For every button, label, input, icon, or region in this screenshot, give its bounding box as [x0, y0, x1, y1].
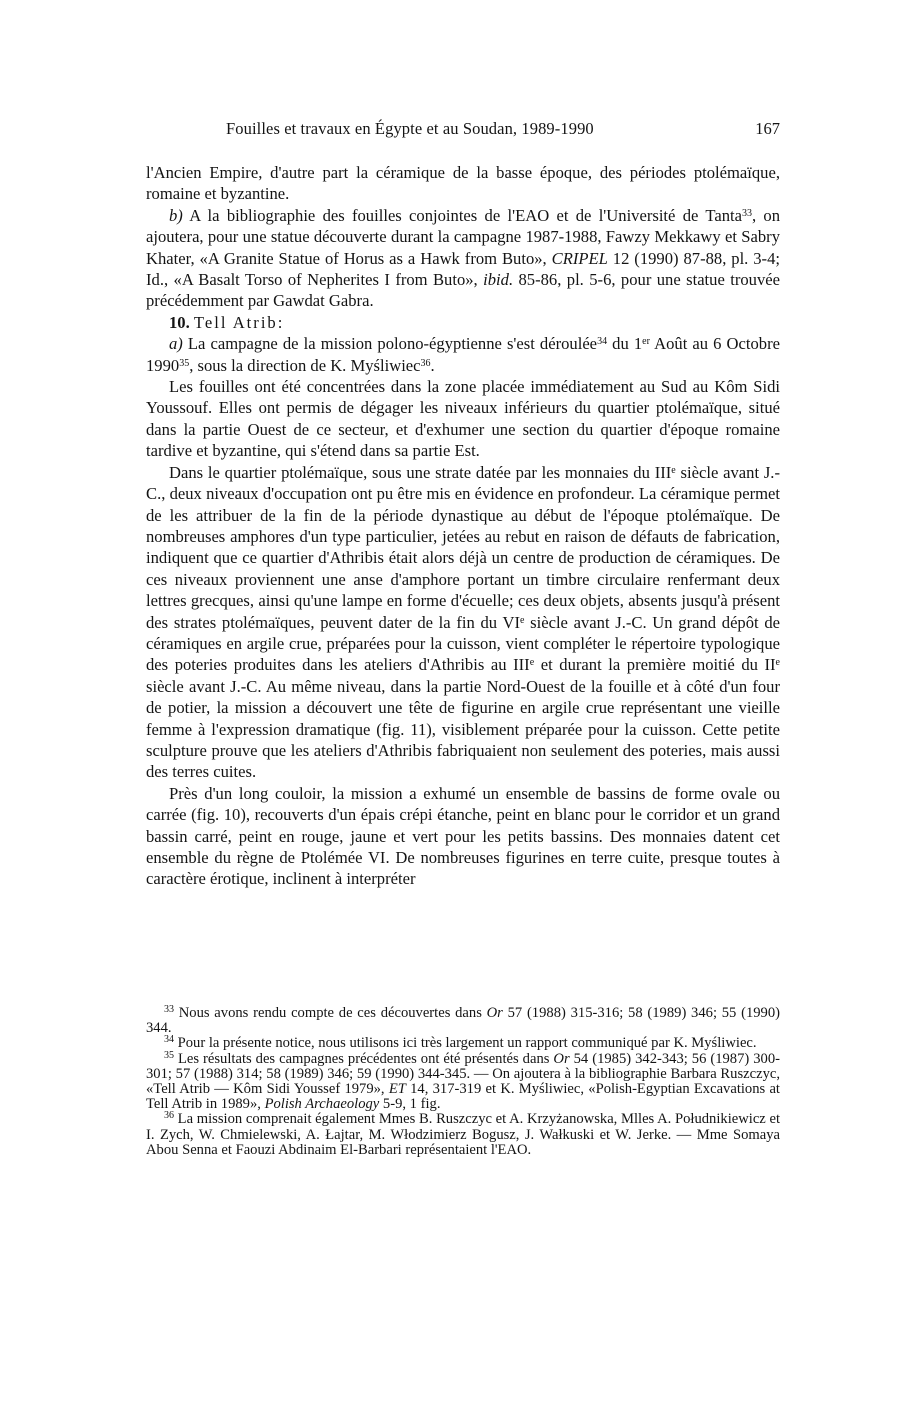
paragraph-a-campaign: a) La campagne de la mission polono-égyptienne s'est déroulée$^{34}$ du 1er Août au 6 Octobre 1990$^{35}$, sous la direction de K. Myśliwiec$^{36}$.: [146, 334, 780, 375]
item-label: b): [169, 205, 183, 225]
paragraph-b-bibliography: b) A la bibliographie des fouilles conjointes de l'EAO et de l'Université de Tanta$^{33}$, on ajoutera, pour une statue découverte durant la campagne 1987-1988, Fawzy Mekkawy et Sabry Khater, «A Granite Statue of Horus as a Hawk from Buto», CRIPEL 12 (1990) 87-88, pl. 3-4; Id., «A Basalt Torso of Nepherites I from Buto», ibid. 85-86, pl. 5-6, pour une statue trouvée précédemment par Gawdat Gabra.: [146, 205, 781, 311]
footnote-33: $^{33}$ Nous avons rendu compte de ces découvertes dans Or 57 (1988) 315-316; 58 (1989) 346; 55 (1990) 344.: [146, 1004, 780, 1037]
main-text: [146, 162, 780, 890]
section-number: 10.: [169, 312, 190, 332]
running-header: [146, 119, 780, 141]
running-title: Fouilles et travaux en Égypte et au Soudan, 1989-1990: [226, 119, 594, 138]
item-label: a): [169, 334, 183, 354]
footnote-ref: 34: [597, 336, 608, 348]
page-number: 167: [755, 119, 780, 138]
paragraph-ptolemaic-quarter: Dans le quartier ptolémaïque, sous une strate datée par les monnaies du IIIe siècle avant J.-C., deux niveaux d'occupation ont pu être mis en évidence en profondeur. La céramique permet de les attribuer de la fin de la période dynastique au début de l'époque ptolémaïque. De nombreuses amphores d'un type particulier, jetées au rebut en raison de défauts de fabrication, indiquent que ce quartier d'Athribis était alors déjà un centre de production de céramiques. De ces niveaux proviennent une anse d'amphore portant un timbre circulaire renfermant deux lettres grecques, ainsi qu'une lampe en forme d'écuelle; ces deux objets, absents jusqu'à présent des strates ptolémaïques, peuvent dater de la fin du VIe siècle avant J.-C. Un grand dépôt de céramiques en argile crue, préparées pour la cuisson, vient compléter le répertoire typologique des poteries produites dans les ateliers d'Athribis au IIIe et durant la première moitié du IIe siècle avant J.-C. Au même niveau, dans la partie Nord-Ouest de la fouille et à côté d'un four de potier, la mission a découvert une tête de figurine en argile crue représentant une vieille femme à l'expression dramatique (fig. 11), visiblement préparée pour la cuisson. Cette petite sculpture prouve que les ateliers d'Athribis fabriquaient non seulement des poteries, mais aussi des terres cuites.: [146, 462, 780, 782]
paragraph-excavation-zones: Les fouilles ont été concentrées dans la zone placée immédiatement au Sud au Kôm Sidi Youssouf. Elles ont permis de dégager les niveaux inférieurs du quartier ptolémaïque, situé dans la partie Ouest de ce secteur, et d'exhumer une section du quartier d'époque romaine tardive et byzantine, qui s'étend dans sa partie Est.: [146, 377, 780, 461]
paragraph-continuation: l'Ancien Empire, d'autre part la céramique de la basse époque, des périodes ptolémaïque, romaine et byzantine.: [146, 163, 780, 204]
section-title: Tell Atrib:: [193, 312, 285, 332]
footnote-35: $^{35}$ Les résultats des campagnes précédentes ont été présentés dans Or 54 (1985) 342-343; 56 (1987) 300-301; 57 (1988) 314; 58 (1989) 346; 59 (1990) 344-345. — On ajoutera à la bibliographie Barbara Ruszczyc, «Tell Atrib — Kôm Sidi Youssef 1979», ET 14, 317-319 et K. Myśliwiec, «Polish-Egyptian Excavations at Tell Atrib in 1989», Polish Archaeology 5-9, 1 fig.: [146, 1049, 780, 1113]
footnote-ref: 35: [179, 357, 190, 369]
footnote-ref: 33: [741, 207, 752, 219]
footnote-ref: 36: [420, 357, 431, 369]
footnote-number: 36: [164, 1110, 174, 1122]
footnotes: [146, 1006, 780, 1158]
footnote-34: $^{34}$ Pour la présente notice, nous utilisons ici très largement un rapport communiqué par K. Myśliwiec.: [164, 1034, 757, 1052]
paragraph-basins: Près d'un long couloir, la mission a exhumé un ensemble de bassins de forme ovale ou carrée (fig. 10), recouverts d'un épais crépi étanche, peint en blanc pour le corridor et un grand bassin carré, peint en rouge, jaune et vert pour les petits bassins. Des monnaies datent cet ensemble du règne de Ptolémée VI. De nombreuses figurines en terre cuite, presque toutes à caractère érotique, inclinent à interpréter: [146, 783, 780, 889]
footnote-number: 35: [164, 1049, 174, 1061]
footnote-number: 34: [164, 1034, 174, 1046]
footnote-number: 33: [164, 1004, 174, 1015]
footnote-36: $^{36}$ La mission comprenait également Mmes B. Ruszczyc et A. Krzyżanowska, Mlles A. Południkiewicz et I. Zych, W. Chmielewski, A. Łajtar, M. Włodzimierz Bogusz, J. Wałkuski et W. Jerke. — Mme Somaya Abou Senna et Faouzi Abdinaim El-Barbari représentaient l'EAO.: [146, 1110, 780, 1158]
section-heading: [146, 312, 780, 333]
